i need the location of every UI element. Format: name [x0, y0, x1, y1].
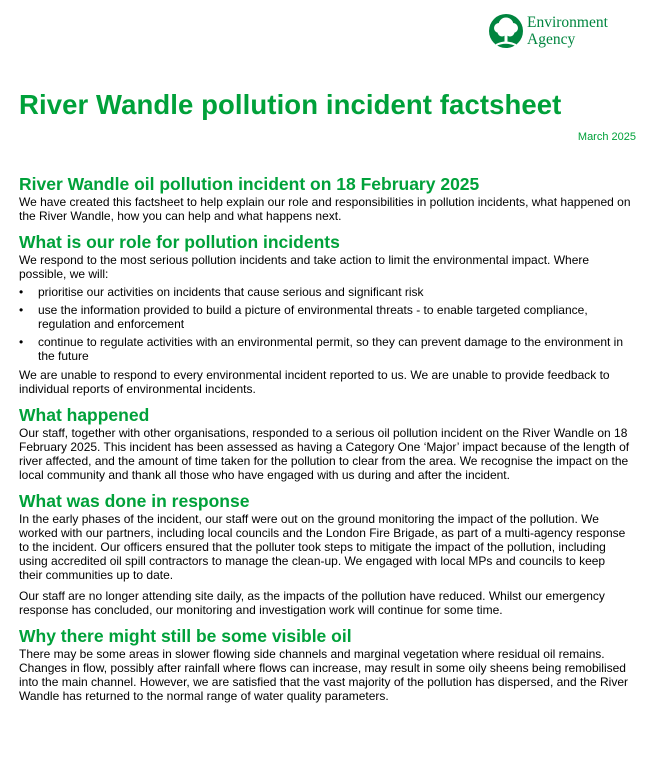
section-what-happened: [19, 405, 631, 482]
section-heading: Why there might still be some visible oil: [19, 626, 352, 646]
environment-agency-logo: [488, 13, 628, 53]
section-heading: What was done in response: [19, 491, 250, 511]
list-item: • prioritise our activities on incidents that cause serious and significant risk: [19, 285, 631, 299]
paragraph: Our staff, together with other organisations, responded to a serious oil pollution incident on the River Wandle on 18 February 2025. This incident has been assessed as having a Category One ‘Major’ impact because of the length of river affected, and the amount of time taken for the pollution to clear from the area. We recognise the impact on the local community and thank all those who have engaged with us during and after the incident.: [19, 426, 630, 482]
tree-logo-icon: [488, 13, 524, 51]
section-heading: What is our role for pollution incidents: [19, 232, 340, 252]
paragraph-intro: We respond to the most serious pollution incidents and take action to limit the environmental impact. Where possible, we will:: [19, 253, 590, 281]
section-visible-oil: [19, 626, 631, 703]
paragraph: In the early phases of the incident, our staff were out on the ground monitoring the impact of the pollution. We worked with our partners, including local councils and the London Fire Brigade, as part of a multi-agency response to the incident. Our officers ensured that the polluter took steps to mitigate the impact of the pollution, including using accredited oil spill contractors to manage the clean-up. We engaged with local MPs and councils to keep their communities up to date.: [19, 512, 626, 582]
section-heading: River Wandle oil pollution incident on 18 February 2025: [19, 174, 480, 194]
logo-text-line1: Environment: [527, 14, 608, 31]
section-our-role: [19, 232, 631, 396]
paragraph: Our staff are no longer attending site daily, as the impacts of the pollution have reduced. Whilst our emergency response has concluded, our monitoring and investigation work will continue for some time.: [19, 589, 605, 617]
section-response: [19, 491, 631, 617]
list-item: • use the information provided to build a picture of environmental threats - to enable targeted compliance, regulation and enforcement: [19, 303, 631, 331]
section-incident-overview: [19, 174, 631, 223]
document-date: March 2025: [577, 131, 636, 143]
paragraph: We have created this factsheet to help explain our role and responsibilities in pollution incidents, what happened on the River Wandle, how you can help and what happens next.: [19, 195, 631, 223]
page-title: River Wandle pollution incident factsheet: [19, 89, 562, 120]
logo-text-line2: Agency: [527, 31, 576, 48]
paragraph-outro: We are unable to respond to every environmental incident reported to us. We are unable to provide feedback to individual reports of environmental incidents.: [19, 368, 610, 396]
section-heading: What happened: [19, 405, 150, 425]
role-bullet-list: [19, 285, 631, 363]
factsheet-body: [19, 174, 631, 712]
list-item: • continue to regulate activities with an environmental permit, so they can prevent damage to the environment in the future: [19, 335, 631, 363]
paragraph: There may be some areas in slower flowing side channels and marginal vegetation where residual oil remains. Changes in flow, possibly after rainfall where flows can increase, may result in some oily sheens being remobilised into the main channel. However, we are satisfied that the vast majority of the pollution has dispersed, and the River Wandle has returned to the normal range of water quality parameters.: [19, 647, 628, 703]
